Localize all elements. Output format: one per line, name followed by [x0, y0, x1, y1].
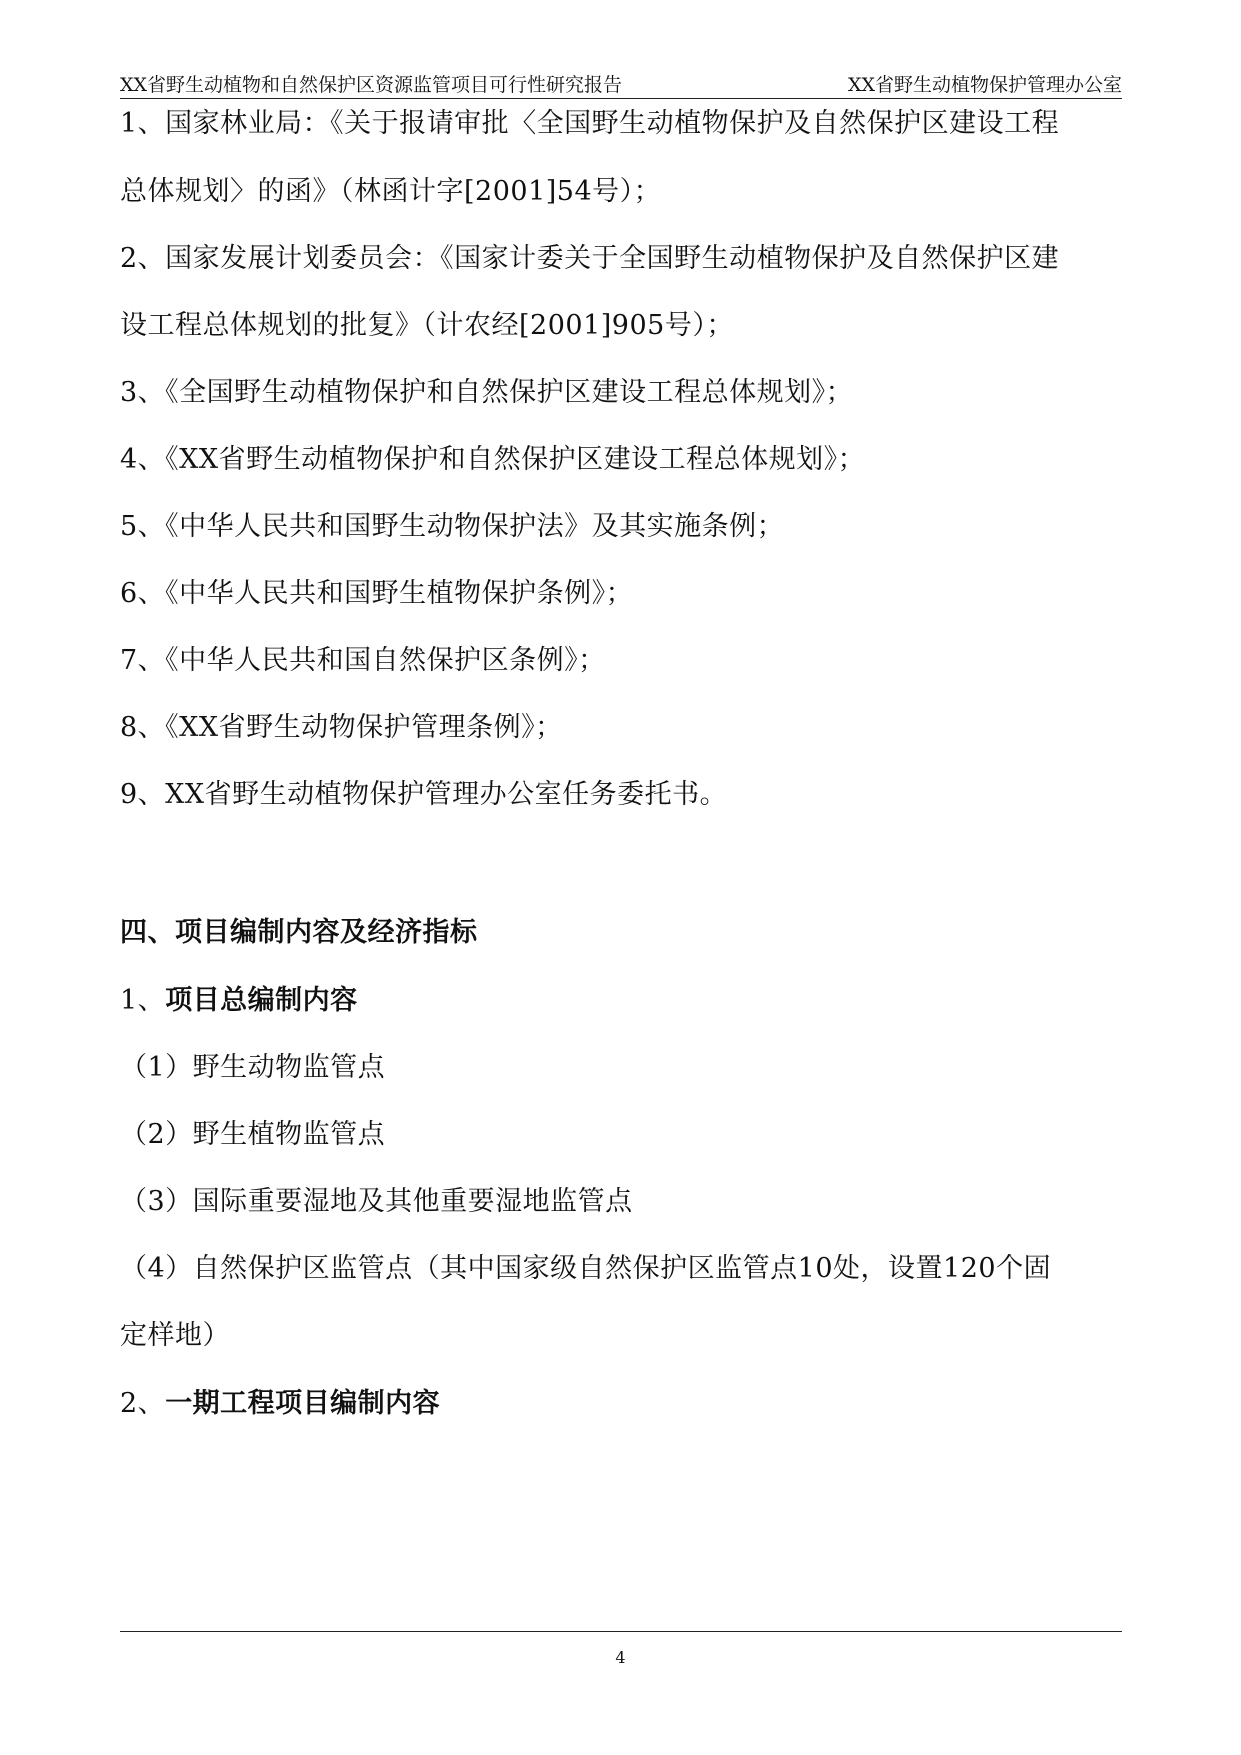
header-office-name: XX省野生动植物保护管理办公室 [847, 74, 1122, 96]
basis-line-5: 3、《全国野生动植物保护和自然保护区建设工程总体规划》； [120, 377, 854, 408]
basis-line-10: 8、《XX省野生动物保护管理条例》； [120, 712, 563, 743]
basis-line-7: 5、《中华人民共和国野生动物保护法》及其实施条例； [120, 511, 785, 542]
basis-line-4: 设工程总体规划的批复》（计农经[2001]905号）； [120, 310, 734, 341]
content-item-4: （4）自然保护区监管点（其中国家级自然保护区监管点10处，设置120个固 [120, 1253, 1052, 1284]
subsection-2-number: 2、 [120, 1388, 166, 1419]
content-item-4-continued: 定样地） [120, 1320, 230, 1351]
section-heading: 四、项目编制内容及经济指标 [120, 917, 478, 948]
basis-line-3: 2、国家发展计划委员会：《国家计委关于全国野生动植物保护及自然保护区建 [120, 243, 1060, 274]
subsection-1-title: 项目总编制内容 [165, 985, 358, 1016]
basis-line-11: 9、XX省野生动植物保护管理办公室任务委托书。 [120, 779, 728, 810]
header-report-title: XX省野生动植物和自然保护区资源监管项目可行性研究报告 [120, 74, 623, 96]
subsection-2-heading [120, 1386, 1122, 1422]
basis-line-9: 7、《中华人民共和国自然保护区条例》； [120, 645, 606, 676]
subsection-2-title: 一期工程项目编制内容 [165, 1388, 441, 1419]
header-divider [120, 98, 1122, 99]
basis-line-8: 6、《中华人民共和国野生植物保护条例》； [120, 578, 634, 609]
content-item-2: （2）野生植物监管点 [120, 1119, 386, 1150]
footer-divider [120, 1631, 1122, 1632]
page-number: 4 [615, 1648, 626, 1667]
content-item-1: （1）野生动物监管点 [120, 1052, 386, 1083]
page-header [120, 72, 1122, 98]
basis-line-6: 4、《XX省野生动植物保护和自然保护区建设工程总体规划》； [120, 444, 866, 475]
content-item-3: （3）国际重要湿地及其他重要湿地监管点 [120, 1186, 633, 1217]
basis-line-1: 1、国家林业局：《关于报请审批〈全国野生动植物保护及自然保护区建设工程 [120, 108, 1060, 139]
subsection-1-number: 1、 [120, 985, 166, 1016]
subsection-1-heading [120, 983, 1122, 1019]
basis-line-2: 总体规划〉的函》（林函计字[2001]54号）； [120, 176, 662, 207]
